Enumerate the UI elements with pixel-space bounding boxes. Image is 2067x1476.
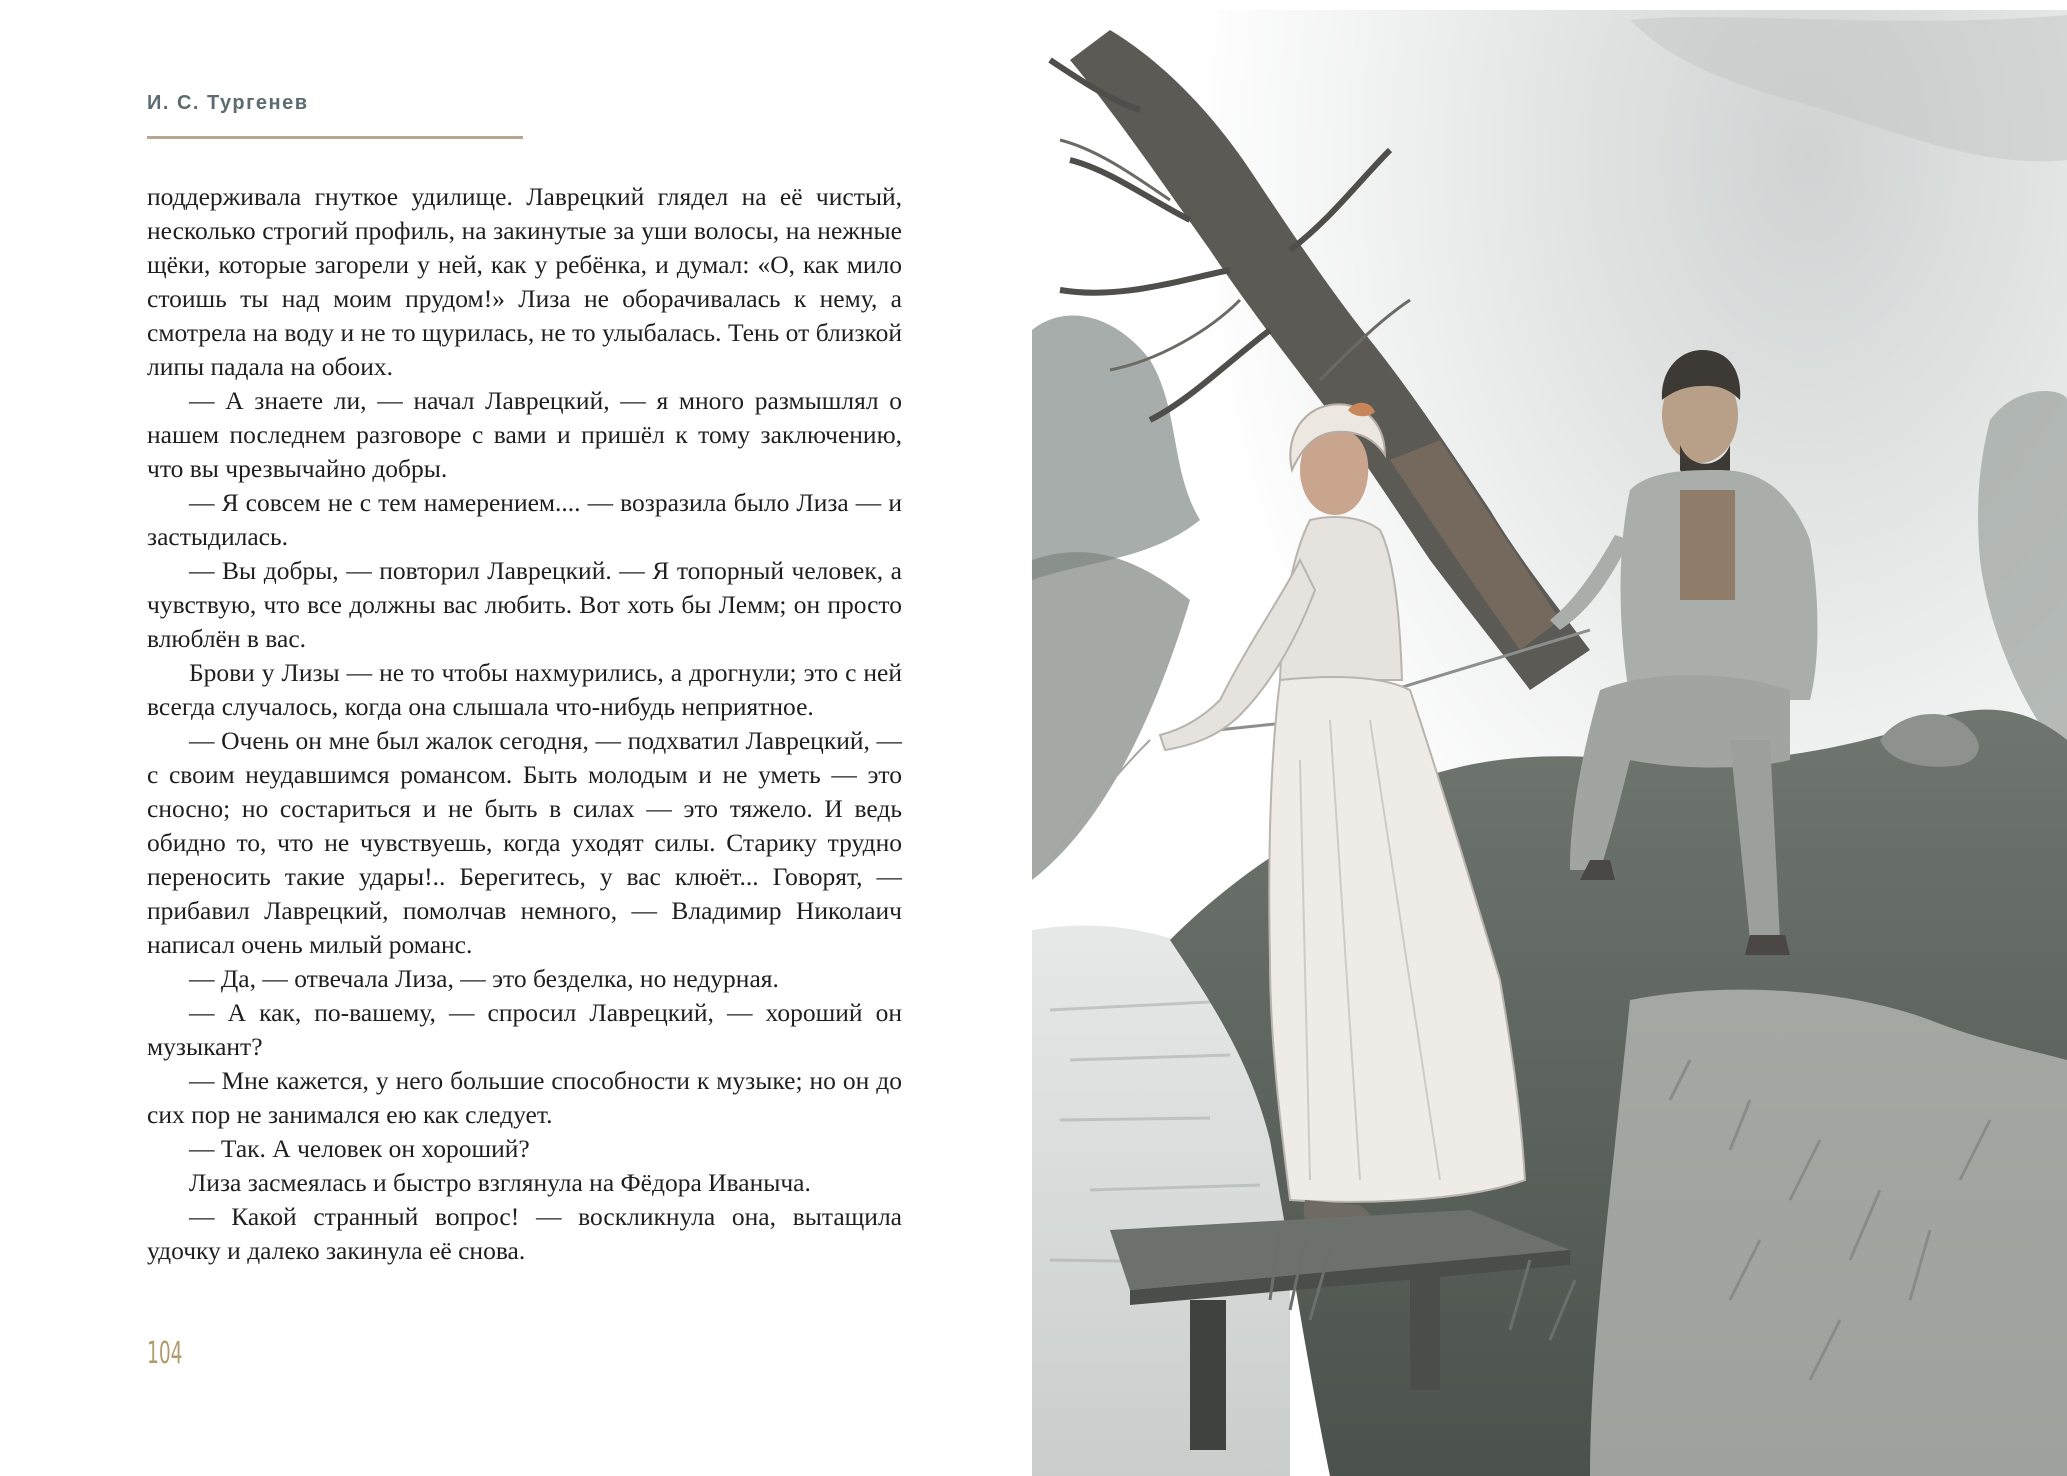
- watercolor-illustration: [1030, 0, 2067, 1476]
- illustration-drawing: [1030, 0, 2067, 1476]
- paragraph: — А как, по-вашему, — спросил Лаврецкий, — хороший он музыкант?: [147, 998, 902, 1061]
- paragraph: — Вы добры, — повторил Лаврецкий. — Я топорный человек, а чувствую, что все должны вас любить. Вот хоть бы Лемм; он просто влюблён в вас.: [147, 556, 902, 653]
- bank-highlight: [1590, 990, 2067, 1476]
- paragraph: — Какой странный вопрос! — воскликнула она, вытащила удочку и далеко закинула её снова.: [147, 1202, 902, 1265]
- paragraph: — Очень он мне был жалок сегодня, — подхватил Лаврецкий, — с своим неудавшимся романсом. Быть молодым и не уметь — это сносно; но состариться и не быть в силах — это тяжело. И ведь обидно то, что не чувствуешь, когда уходят силы. Старику трудно переносить такие удары!.. Берегитесь, у вас клюёт... Говорят, — прибавил Лаврецкий, помолчав немного, — Владимир Николаич написал очень милый романс.: [147, 726, 902, 959]
- running-head-author: И. С. Тургенев: [147, 92, 309, 114]
- paragraph: — Так. А человек он хороший?: [189, 1134, 530, 1163]
- header-rule: [147, 136, 523, 139]
- paragraph: — Мне кажется, у него большие способности к музыке; но он до сих пор не занимался ею как следует.: [147, 1066, 902, 1129]
- paragraph: поддерживала гнуткое удилище. Лаврецкий глядел на её чистый, несколько строгий профиль, на закинутые за уши волосы, на нежные щёки, которые загорели у ней, как у ребёнка, и думал: «О, как мило стоишь ты над моим прудом!» Лиза не оборачивалась к нему, а смотрела на воду и не то щурилась, не то улыбалась. Тень от близкой липы падала на обоих.: [147, 182, 902, 381]
- paragraph: — А знаете ли, — начал Лаврецкий, — я много размышлял о нашем последнем разговоре с вами и пришёл к тому заключению, что вы чрезвычайно добры.: [147, 386, 902, 483]
- page-number: 104: [147, 1336, 183, 1371]
- body-text: [147, 180, 902, 1268]
- left-page: [0, 0, 1030, 1476]
- paragraph: — Я совсем не с тем намерением.... — возразила было Лиза — и застыдилась.: [147, 488, 902, 551]
- paragraph: — Да, — отвечала Лиза, — это безделка, но недурная.: [189, 964, 779, 993]
- paragraph: Лиза засмеялась и быстро взглянула на Фёдора Иваныча.: [189, 1168, 811, 1197]
- paragraph: Брови у Лизы — не то чтобы нахмурились, а дрогнули; это с ней всегда случалось, когда она слышала что-нибудь неприятное.: [147, 658, 902, 721]
